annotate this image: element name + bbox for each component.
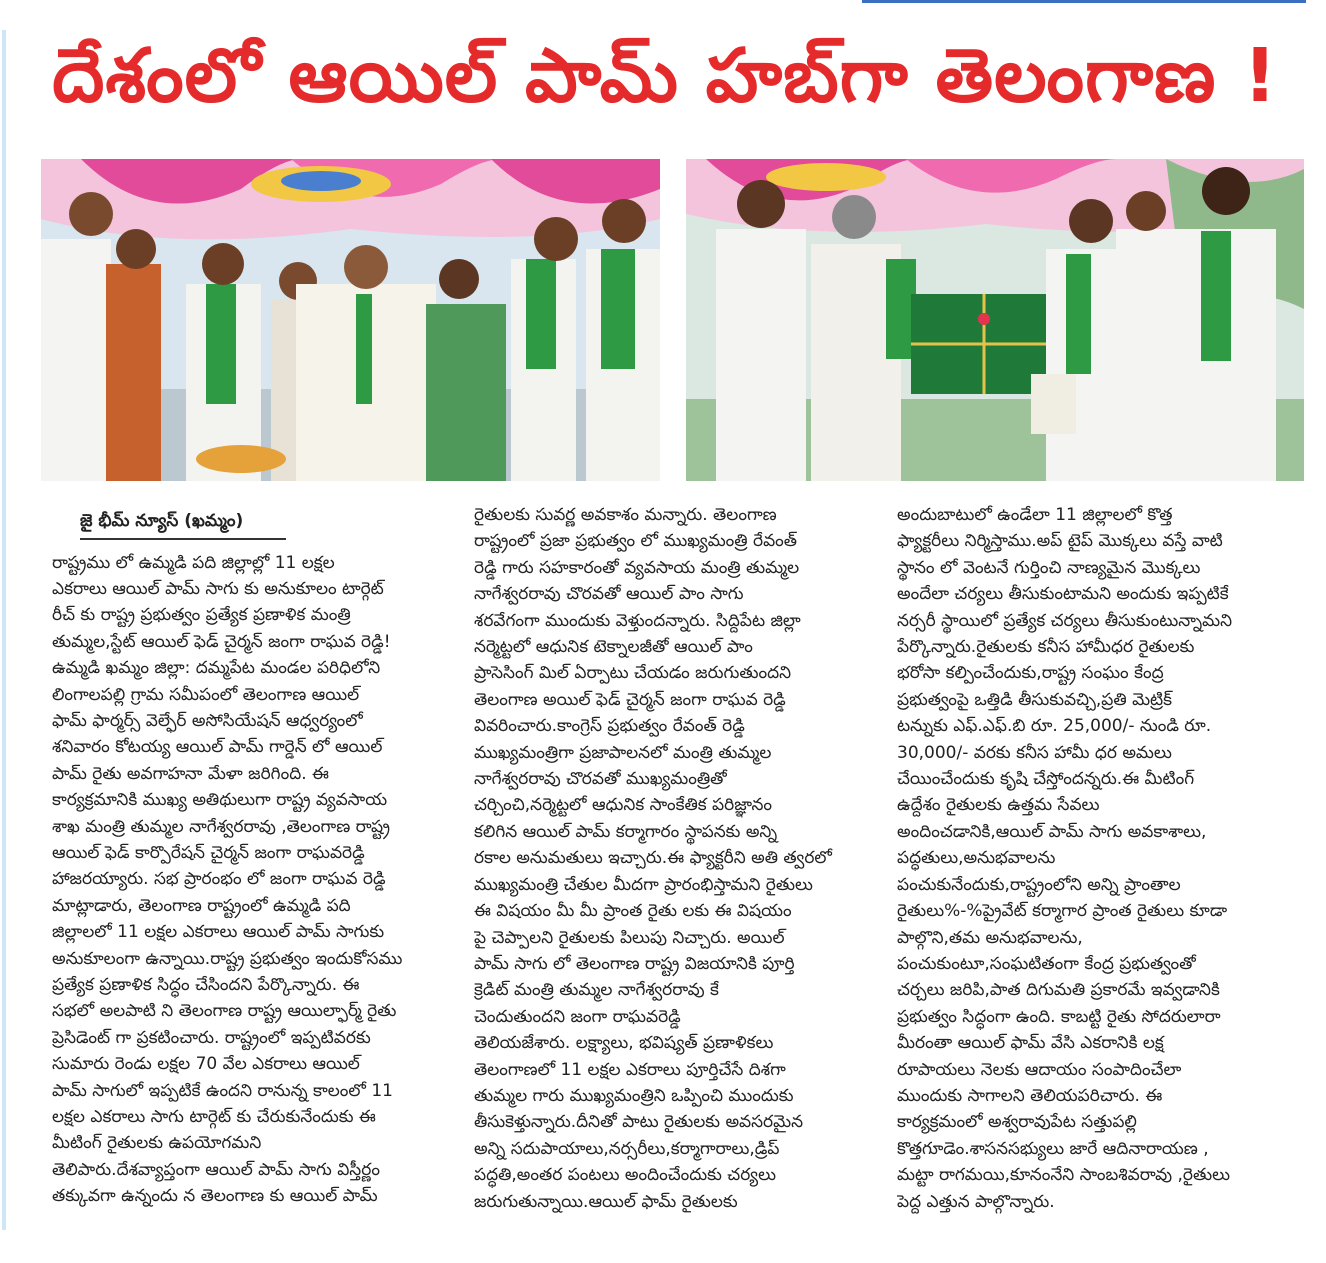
column-2-line: రెడ్డి గారు సహకారంతో వ్యవసాయ మంత్రి తుమ్మల [474,557,800,578]
column-2-line: తెలియజేశారు. లక్ష్యాలు, భవిష్యత్ ప్రణాళికలు [474,1033,774,1054]
column-2-line: జరుగుతున్నాయి.ఆయిల్ ఫామ్ రైతులకు [474,1191,738,1212]
column-3-line: పేర్కొన్నారు.రైతులకు కనీస హామీధర రైతులకు [897,637,1195,658]
photo-gift-presentation-illustration [686,159,1304,481]
column-2-line: నాగేశ్వరరావు చొరవతో ఆయిల్ పాం సాగు [474,584,744,605]
column-2-line: తుమ్మల గారు ముఖ్యమంత్రిని ఒప్పించి ముందుకు [474,1085,794,1106]
column-2-line: చర్చించి,నర్మెట్టలో ఆధునిక సాంకేతిక పరిజ్ఞానం [474,795,773,816]
column-3-line: ఉద్దేశం రైతులకు ఉత్తమ సేవలు [897,795,1100,816]
column-3-line: ప్రభుత్వం సిద్ధంగా ఉంది. కాబట్టి రైతు సోదరులారా [897,1006,1221,1027]
column-1-line: తెలిపారు.దేశవ్యాప్తంగా ఆయిల్ పామ్ సాగు విస్తీర్ణం [52,1159,380,1180]
column-1-line: పామ్ రైతు అవగాహనా మేళా జరిగింది. ఈ [52,763,329,784]
column-3-line: పాల్గొని,తమ అనుభవాలను, [897,927,1083,948]
column-2-line: చెందుతుందని జంగా రాఘవరెడ్డి [474,1006,681,1027]
column-1-line: సభలో అలపాటి ని తెలంగాణ రాష్ట్ర ఆయిల్ఫార్మ్ రైతు [52,1001,397,1022]
column-2-line: నర్మెట్టలో ఆధునిక టెక్నాలజీతో ఆయిల్ పాం [474,637,753,658]
column-1-line: శాఖ మంత్రి తుమ్మల నాగేశ్వరరావు ,తెలంగాణ రాష్ట్ర [52,816,391,837]
column-3-line: పంచుకుంటూ,సంఘటితంగా కేంద్ర ప్రభుత్వంతో [897,953,1196,974]
column-2-line: పామ్ సాగు లో తెలంగాణ రాష్ట్ర విజయానికి పూర్తి [474,953,795,974]
column-1-line: ఫామ్ ఫార్మర్స్ వెల్ఫేర్ అసోసియేషన్ ఆధ్వర్యంలో [52,710,363,731]
column-3-line: టన్నుకు ఎఫ్.ఎఫ్.బి రూ. 25,000/- నుండి రూ. [897,716,1212,737]
column-2-line: వివరించారు.కాంగ్రెస్ ప్రభుత్వం రేవంత్ రెడ్డి [474,716,745,737]
column-2-line: తీసుకెళ్తున్నారు.దీనితో పాటు రైతులకు అవసరమైన [474,1112,804,1133]
column-1-line: ఉమ్మడి ఖమ్మం జిల్లా: దమ్మపేట మండల పరిధిలోని [52,658,381,679]
column-1-line: ఎకరాలు ఆయిల్ పామ్ సాగు కు అనుకూలం టార్గెట్ [52,578,384,599]
column-3-line: పంచుకునేందుకు,రాష్ట్రంలోని అన్ని ప్రాంతాల [897,874,1181,895]
column-1-line: రీచ్ కు రాష్ట్ర ప్రభుత్వం ప్రత్యేక ప్రణాళిక మంత్రి [52,605,351,626]
column-1-line: కార్యక్రమానికి ముఖ్య అతిథులుగా రాష్ట్ర వ్యవసాయ [52,790,388,811]
column-3-line: ప్రభుత్వంపై ఒత్తిడి తీసుకువచ్చి,ప్రతి మెట్రిక్ [897,689,1173,710]
headline: దేశంలో ఆయిల్ పామ్ హబ్‌గా తెలంగాణ ! [52,33,1278,119]
column-3-line: అందుబాటులో ఉండేలా 11 జిల్లాలలో కొత్త [897,505,1173,525]
photo-event-felicitation [41,159,660,481]
column-3-line: రైతులు%-%ప్రైవేట్ కర్మాగార ప్రాంత రైతులు కూడా [897,901,1228,922]
column-2-line: రైతులకు సువర్ణ అవకాశం మన్నారు. తెలంగాణ [474,505,777,525]
column-1-line: మాట్లాడారు, తెలంగాణ రాష్ట్రంలో ఉమ్మడి పది [52,895,351,916]
column-2-line: రాష్ట్రంలో ప్రజా ప్రభుత్వం లో ముఖ్యమంత్రి రేవంత్ [474,531,798,552]
column-2-line: ముఖ్యమంత్రి చేతుల మీదగా ప్రారంభిస్తామని రైతులు [474,874,813,895]
column-3-line: నర్సరీ స్థాయిలో ప్రత్యేక చర్యలు తీసుకుంటున్నామని [897,610,1233,631]
column-3-line: కార్యక్రమంలో అశ్వరావుపేట సత్తుపల్లి [897,1112,1137,1133]
article-column-3 [897,502,1307,1215]
column-2-line: శరవేగంగా ముందుకు వెళ్తుందన్నారు. సిద్దిపేట జిల్లా [474,610,801,631]
byline-underline [80,538,286,540]
column-2-line: ఈ విషయం మీ మీ ప్రాంత రైతు లకు ఈ విషయం [474,901,792,922]
column-3-line: స్థానం లో వెంటనే గుర్తించి నాణ్యమైన మొక్కలు [897,557,1201,578]
column-2-line: తెలంగాణలో 11 లక్షల ఎకరాలు పూర్తిచేసే దిశగా [474,1059,786,1080]
column-3-line: పెద్ద ఎత్తున పాల్గొన్నారు. [897,1191,1055,1212]
column-1-line: అనుకూలంగా ఉన్నాయి.రాష్ట్ర ప్రభుత్వం ఇందుకోసము [52,948,403,969]
byline: జై భీమ్ న్యూస్ (ఖమ్మం) [80,511,244,531]
column-3-line: భరోసా కల్పించేందుకు,రాష్ట్ర సంఘం కేంద్ర [897,663,1164,684]
column-1-line: పామ్ సాగులో ఇప్పటికే ఉందని రానున్న కాలంలో 11 [52,1080,393,1101]
column-3-line: చేయించేందుకు కృషి చేస్తోందన్నరు.ఈ మీటింగ్ [897,769,1195,790]
column-1-line: తుమ్మల,స్టేట్ ఆయిల్ ఫెడ్ చైర్మన్ జంగా రాఘవ రెడ్డి! [52,631,391,652]
column-3-line: కొత్తగూడెం.శాసనసభ్యులు జారే ఆదినారాయణ , [897,1138,1209,1159]
column-1-line: తక్కువగా ఉన్నందు న తెలంగాణ కు ఆయిల్ పామ్ [52,1186,378,1207]
column-1-line: ప్రెసిడెంట్ గా ప్రకటించారు. రాష్ట్రంలో ఇప్పటివరకు [52,1027,371,1048]
column-1-line: జిల్లాలలో 11 లక్షల ఎకరాలు ఆయిల్ పామ్ సాగుకు [52,922,385,943]
column-1-line: హాజరయ్యారు. సభ ప్రారంభం లో జంగా రాఘవ రెడ్డి [52,869,386,890]
column-3-line: ఫ్యాక్టరీలు నిర్మిస్తాము.అప్ టైప్ మొక్కలు వస్తే వాటి [897,531,1223,552]
photo-event-felicitation-illustration [41,159,660,481]
column-2-line: పద్ధతి,అంతర పంటలు అందించేందుకు చర్యలు [474,1165,777,1186]
column-2-line: క్రెడిట్ మంత్రి తుమ్మల నాగేశ్వరరావు కే [474,980,719,1001]
article-column-2 [474,502,884,1215]
column-2-line: నాగేశ్వరరావు చొరవతో ముఖ్యమంత్రితో [474,769,727,790]
column-3-line: రూపాయలు నెలకు ఆదాయం సంపాదించేలా [897,1059,1182,1080]
column-3-line: పద్ధతులు,అనుభవాలను [897,848,1056,869]
photo-gift-presentation [686,159,1304,481]
column-3-line: ముందుకు సాగాలని తెలియపరిచారు. ఈ [897,1085,1163,1106]
column-1-line: మీటింగ్ రైతులకు ఉపయోగమని [52,1133,262,1154]
left-margin-strip [2,30,6,1230]
column-3-line: మీరంతా ఆయిల్ ఫామ్ వేసి ఎకరానికి లక్ష [897,1033,1164,1054]
column-3-line: మట్టా రాగమయి,కూనంనేని సాంబశివరావు ,రైతులు [897,1165,1231,1186]
column-1-line: లింగాలపల్లి గ్రామ సమీపంలో తెలంగాణ ఆయిల్ [52,684,360,705]
column-2-line: అన్ని సదుపాయాలు,నర్సరీలు,కర్మాగారాలు,డ్రిప్ [474,1138,780,1159]
column-1-line: శనివారం కోటయ్య ఆయిల్ పామ్ గార్డెన్ లో ఆయిల్ [52,737,383,758]
column-2-line: ప్రాసెసింగ్ మిల్ ఏర్పాటు చేయడం జరుగుతుందని [474,663,792,684]
column-3-line: 30,000/- వరకు కనీస హామీ ధర అమలు [897,742,1172,763]
column-3-line: అందించడానికి,ఆయిల్ పామ్ సాగు అవకాశాలు, [897,821,1207,842]
column-2-line: ముఖ్యమంత్రిగా ప్రజాపాలనలో మంత్రి తుమ్మల [474,742,772,763]
column-2-line: కలిగిన ఆయిల్ పామ్ కర్మాగారం స్థాపనకు అన్ని [474,821,778,842]
column-3-line: చర్చలు జరిపి,పాత దిగుమతి ప్రకారమే ఇవ్వడానికి [897,980,1220,1001]
column-2-line: పై చెప్పాలని రైతులకు పిలుపు నిచ్చారు. అయిల్ [474,927,785,948]
column-2-line: తెలంగాణ అయిల్ ఫెడ్ చైర్మన్ జంగా రాఘవ రెడ్డి [474,689,786,710]
article-column-1 [52,502,462,1210]
column-1-line: ప్రత్యేక ప్రణాళిక సిద్ధం చేసిందని పేర్కొన్నారు. ఈ [52,975,360,995]
column-1-line: లక్షల ఎకరాలు సాగు టార్గెట్ కు చేరుకునేందుకు ఈ [52,1107,376,1128]
column-1-line: రాష్ట్రము లో ఉమ్మడి పది జిల్లాల్లో 11 లక్షల [52,552,335,573]
column-3-line: అందేలా చర్యలు తీసుకుంటామని అందుకు ఇప్పటికే [897,584,1229,605]
top-accent-rule [862,0,1306,3]
column-1-line: ఆయిల్ ఫెడ్ కార్పొరేషన్ చైర్మన్ జంగా రాఘవరెడ్డి [52,842,365,863]
column-2-line: రకాల అనుమతులు ఇచ్చారు.ఈ ఫ్యాక్టరీని అతి త్వరలో [474,848,832,869]
column-1-line: సుమారు రెండు లక్షల 70 వేల ఎకరాలు ఆయిల్ [52,1054,360,1075]
